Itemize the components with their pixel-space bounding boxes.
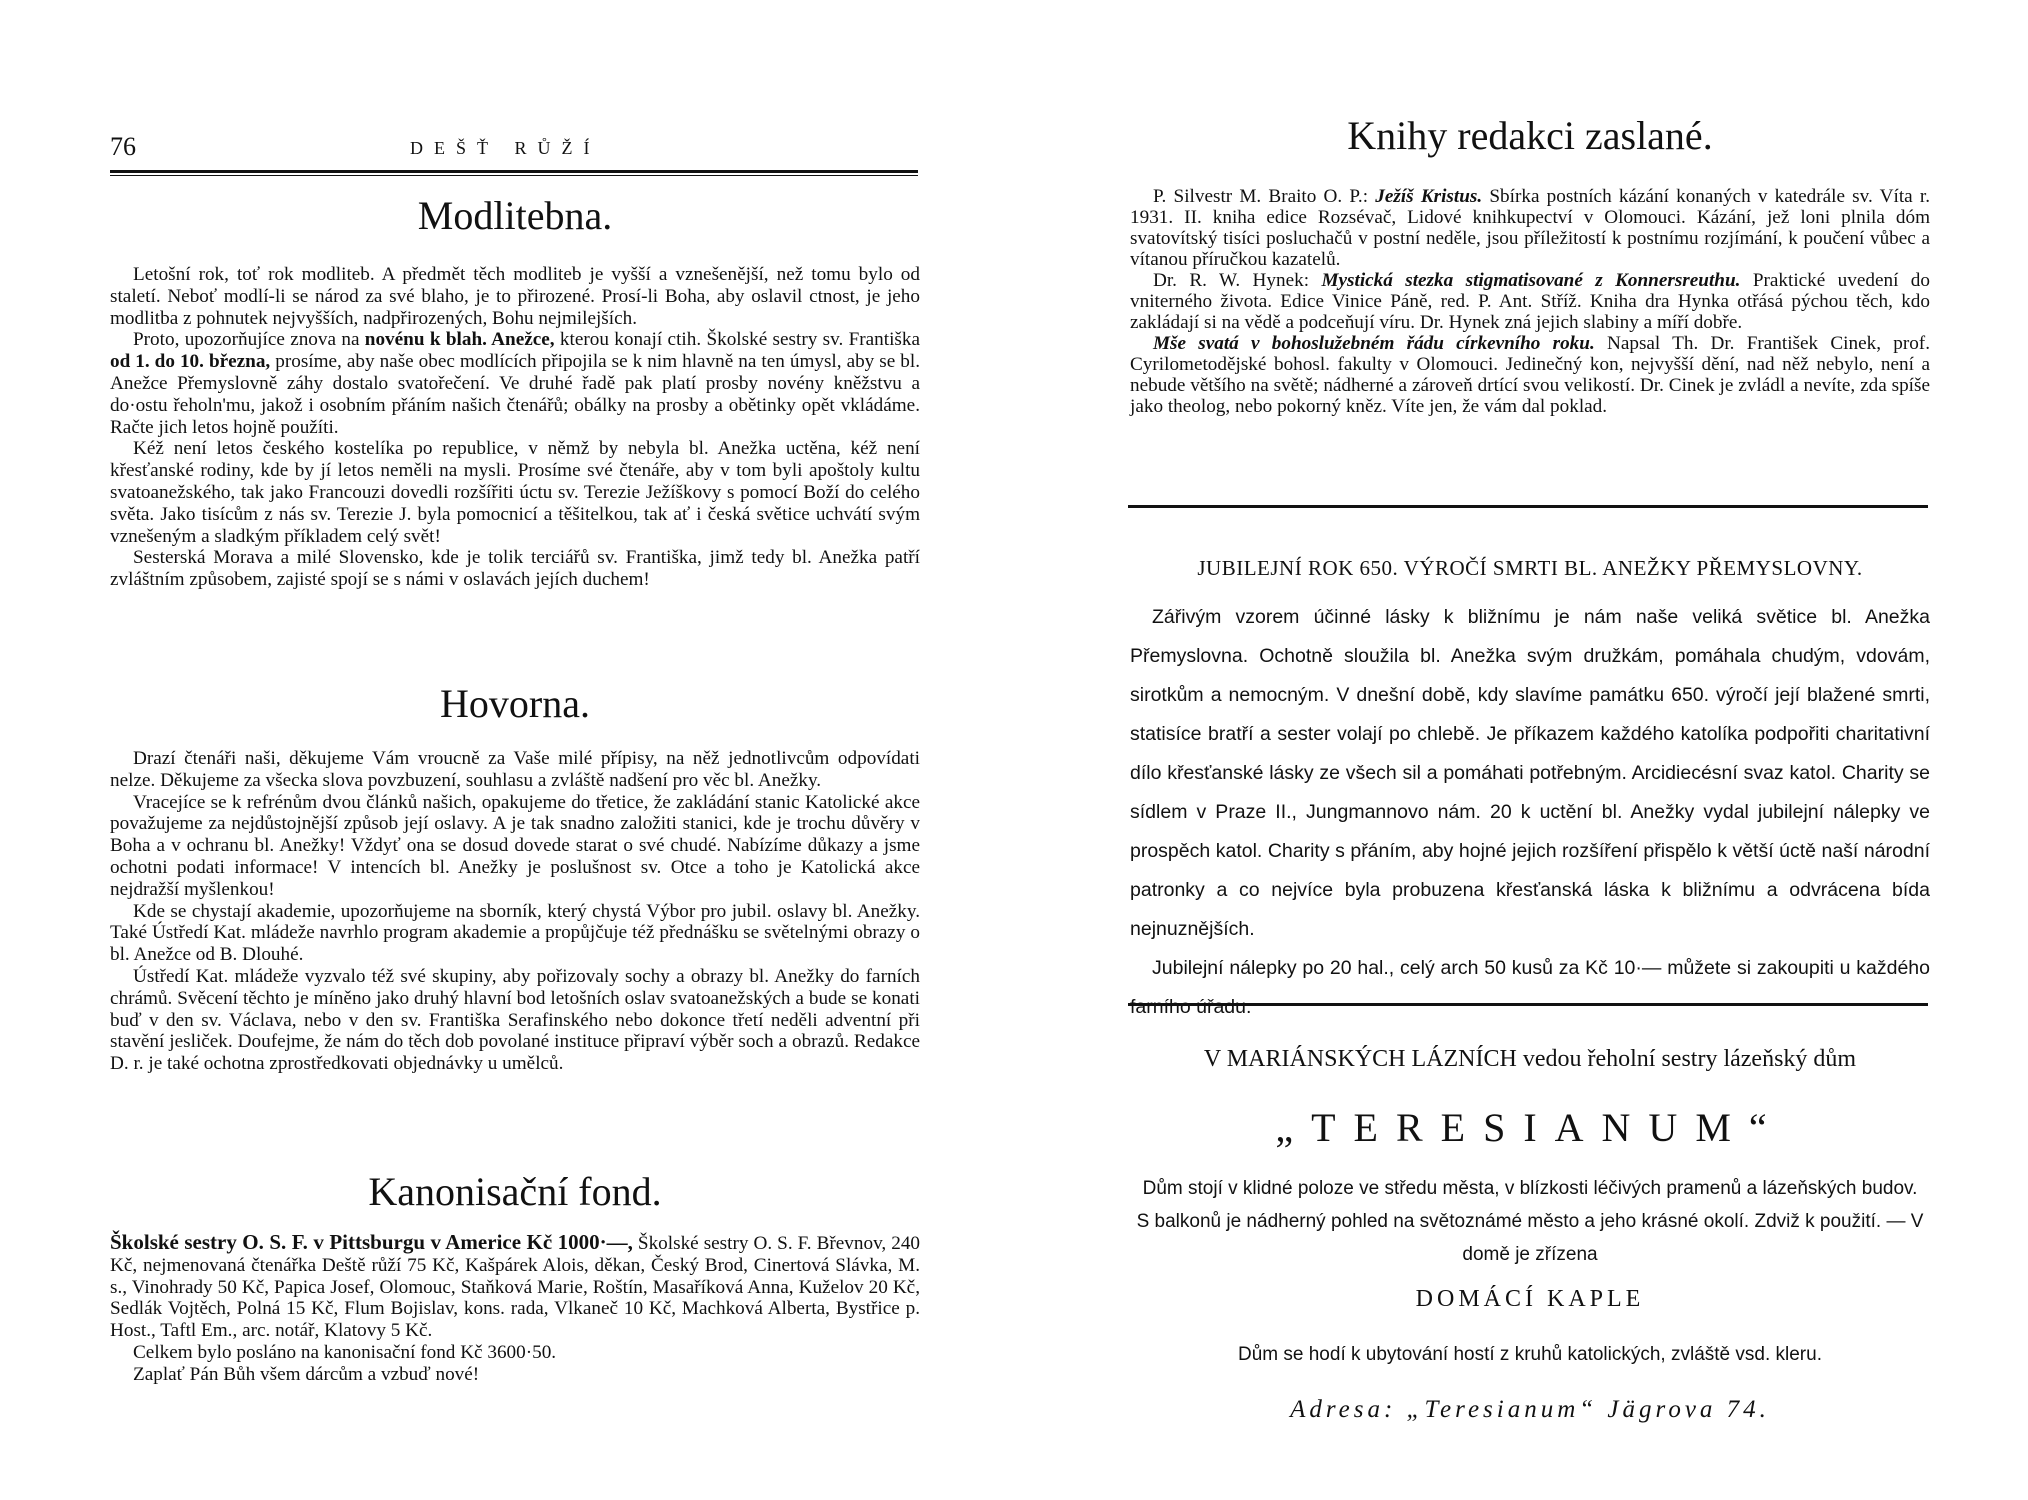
- journal-title: DEŠŤ RŮŽÍ: [410, 138, 601, 158]
- paragraph: Zářivým vzorem účinné lásky k bližnímu je nám naše veliká světice bl. Anežka Přemyslovna. Ochotně sloužila bl. Anežka svým družkám, pomáhala chudým, vdovám, sirotkům a nemocným. V dnešní době, kdy slavíme památku 650. výročí její blažené smrti, statisíce bratří a sester volají po chlebě. Je příkazem každého katolíka podpořiti charitativní dílo křesťanské lásky ze všech sil a pomáhati potřebným. Arcidiecésní svaz katol. Charity se sídlem v Praze II., Jungmannovo nám. 20 k uctění bl. Anežky vydal jubilejní nálepky ve prospěch katol. Charity s přáním, aby hojné jejich rozšíření přispělo k větší úctě naší národní patronky a co nejvíce byla probuzena křesťanská láska k bližnímu a odvrácena bída nejnuznějších.: [1130, 606, 1930, 940]
- running-head: [110, 130, 918, 173]
- paragraph: Mše svatá v bohoslužebném řádu církevního roku. Napsal Th. Dr. František Cinek, prof. Cyrilometodějské bohosl. fakulty v Olomouci. Jedinečný kon, nejvyšší dění, nad něž nebylo, není a nebude většího na světě; nádherné a zároveň drtící svou velikostí. Dr. Cinek je zvládl a nevíte, zda spíše jako theolog, nebo pokorný kněz. Víte jen, že vám dal poklad.: [1130, 333, 1930, 417]
- paragraph: Školské sestry O. S. F. v Pittsburgu v Americe Kč 1000·—, Školské sestry O. S. F. Břevnov, 240 Kč, nejmenovaná čtenářka Deště růží 75 Kč, Kašpárek Alois, děkan, Český Brod, Cinertová Slávka, M. s., Vinohrady 50 Kč, Papica Josef, Olomouc, Staňková Marie, Roštín, Masaříková Anna, Kuželov 20 Kč, Sedlák Vojtěch, Polná 15 Kč, Flum Bojislav, kons. rada, Vlkaneč 10 Kč, Machková Alberta, Bystřice p. Host., Taftl Em., arc. notář, Klatovy 5 Kč.: [110, 1230, 921, 1342]
- paragraph: Kéž není letos českého kostelíka po republice, v němž by nebyla bl. Anežka uctěna, kéž není křesťanské rodiny, kde by jí letos neměli na mysli. Prosíme své čtenáře, aby v tom byli apoštoly kultu svatoanežského, tak jako Francouzi dovedli rozšířiti úctu sv. Terezie Ježíškovy s pomocí Boží do celého světa. Jako tisícům z nás sv. Terezie J. byla pomocnicí a těšitelkou, tak ať i česká světice uchvátí svým vznešeným a sladkým příkladem celý svět!: [110, 438, 920, 547]
- teresianum-description: Dům stojí v klidné poloze ve středu města, v blízkosti léčivých pramenů a lázeňských budov. S balkonů je nádherný pohled na světoznámé město a jeho krásné okolí. Zdviž k použití. — V domě je zřízena: [1136, 1178, 1924, 1265]
- section-jubilejni: [1130, 598, 1930, 1027]
- head-rule: [110, 175, 918, 176]
- paragraph: Kde se chystají akademie, upozorňujeme na sborník, který chystá Výbor pro jubil. oslavy bl. Anežky. Také Ústředí Kat. mládeže navrhlo program akademie a propůjčuje též přednášku se světelnými obrazy o bl. Anežce od B. Dlouhé.: [110, 900, 920, 966]
- teresianum-intro: V MARIÁNSKÝCH LÁZNÍCH vedou řeholní sestry lázeňský dům: [1203, 1046, 1857, 1072]
- heading-kanonisacni-fond: Kanonisační fond.: [368, 1169, 662, 1214]
- paragraph: P. Silvestr M. Braito O. P.: Ježíš Kristus. Sbírka postních kázání konaných v katedrále sv. Víta r. 1931. II. kniha edice Rozsévač, Lidové knihkupectví v Olomouci. Kázání, jež loni plnila dóm svatovítský tisíci posluchačů v postní neděle, jsou příležitostí k postnímu rozjímání, k poučení vůbec a vítanou příručkou kazatelů.: [1130, 186, 1930, 270]
- paragraph: Proto, upozorňujíce znova na novénu k blah. Anežce, kterou konají ctih. Školské sestry sv. Františka od 1. do 10. března, prosíme, aby naše obec modlících připojila se k nim hlavně na ten úmysl, aby se bl. Anežce Přemyslovně záhy dostalo svatořečení. Ve druhé řadě pak platí prosby novény kněžstvu a do·ostu řeholn'mu, jakož i osobním přáním našich čtenářů; obálky na prosby a obětinky opět vkládáme. Račte jich letos hojně použíti.: [110, 329, 920, 438]
- teresianum-hosts: Dům se hodí k ubytování hostí z kruhů katolických, zvláště vsd. kleru.: [1238, 1344, 1822, 1365]
- paragraph: Celkem bylo posláno na kanonisační fond Kč 3600·50.: [133, 1341, 557, 1363]
- divider: [1128, 505, 1928, 508]
- page-number: 76: [110, 132, 136, 161]
- paragraph: Ústředí Kat. mládeže vyzvalo též své skupiny, aby pořizovaly sochy a obrazy bl. Anežky do farních chrámů. Svěcení těchto je míněno jako druhý hlavní bod letošních oslav svatoanežských a bude se konati buď v den sv. Václava, nebo v den sv. Františka Serafinského nebo dokonce třetí neděli adventní při stavění jesliček. Doufejme, že nám do těch dob povolané instituce připraví výběr soch a obrazů. Redakce D. r. je také ochotna zprostředkovati objednávky u umělců.: [110, 965, 920, 1075]
- teresianum-address: Adresa: „Teresianum“ Jägrova 74.: [1290, 1396, 1770, 1423]
- section-kanonisacni-fond: [110, 1232, 920, 1386]
- paragraph: Drazí čtenáři naši, děkujeme Vám vroucně za Vaše milé přípisy, na něž jednotlivcům odpovídati nelze. Děkujeme za všecka slova povzbuzení, souhlasu a zvláště nadšení pro věc bl. Anežky.: [110, 748, 920, 791]
- paragraph: Sesterská Morava a milé Slovensko, kde je tolik terciářů sv. Františka, jimž tedy bl. Anežka patří zvláštním způsobem, zajisté spojí se s námi v oslavách jejích duchem!: [110, 547, 920, 591]
- paragraph: Zaplať Pán Bůh všem dárcům a vzbuď nové!: [133, 1363, 480, 1385]
- paragraph: Jubilejní nálepky po 20 hal., celý arch 50 kusů za Kč 10·— můžete si zakoupiti u každého farního úřadu.: [1130, 957, 1930, 1018]
- chapel-heading: DOMÁCÍ KAPLE: [1415, 1286, 1645, 1312]
- heading-modlitebna: Modlitebna.: [417, 193, 613, 238]
- teresianum-name: „TERESIANUM“: [1275, 1105, 1785, 1150]
- section-modlitebna: [110, 264, 920, 591]
- section-knihy: [1130, 186, 1930, 417]
- paragraph: Dr. R. W. Hynek: Mystická stezka stigmatisované z Konnersreuthu. Praktické uvedení do vniterného života. Edice Vinice Páně, red. P. Ant. Stříž. Kniha dra Hynka otřásá pýchou těch, kdo zakládají si na vědě a podceňují víru. Dr. Hynek zná jejich slabiny a míří dobře.: [1130, 270, 1930, 333]
- paragraph: Letošní rok, toť rok modliteb. A předmět těch modliteb je vyšší a vznešenější, než tomu bylo od staletí. Neboť modlí-li se národ za své blaho, je to přirozené. Prosí-li Boha, aby oslavil ctnost, je jeho modlitba z pohnutek nejvyšších, nadpřirozených, Bohu nejmilejších.: [110, 264, 920, 329]
- divider: [1128, 1003, 1928, 1006]
- section-hovorna: [110, 748, 920, 1075]
- heading-knihy: Knihy redakci zaslané.: [1347, 113, 1713, 158]
- paragraph: Vracejíce se k refrénům dvou článků našich, opakujeme do třetice, že zakládání stanic Katolické akce považujeme za nejdůstojnější způsob její oslavy. A je tak snadno založiti stanici, kde je trochu důvěry v Boha a v ochranu bl. Anežky! Vždyť ona se dosud dovede starat o své chudé. Nabízíme důkazy a jsme ochotni podati informace! V intencích bl. Anežky je poslušnost sv. Otce a toho je Katolická akce nejdražší myšlenkou!: [110, 791, 920, 900]
- heading-jubilejni: JUBILEJNÍ ROK 650. VÝROČÍ SMRTI BL. ANEŽKY PŘEMYSLOVNY.: [1197, 556, 1863, 580]
- heading-hovorna: Hovorna.: [440, 681, 590, 726]
